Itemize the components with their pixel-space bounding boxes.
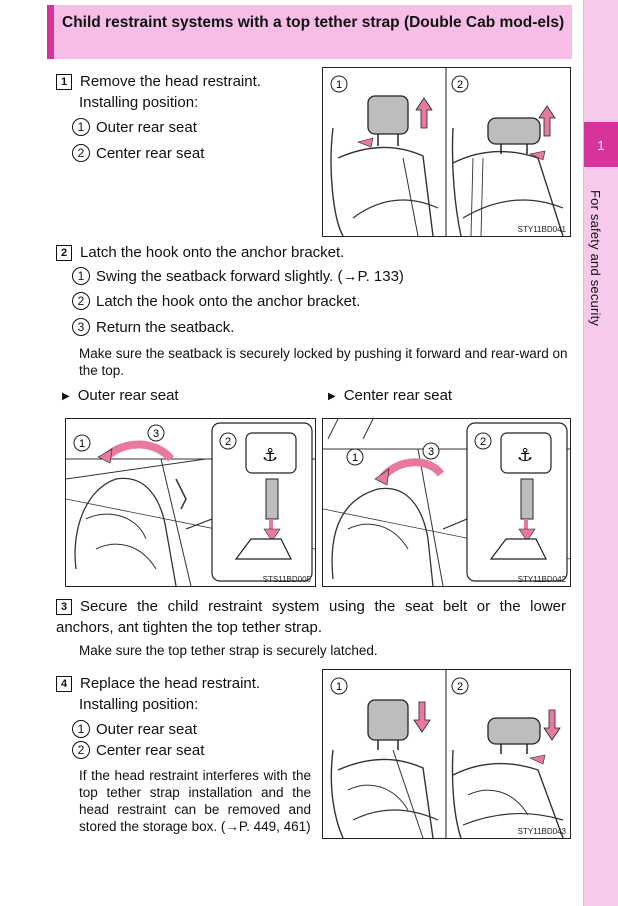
figure-callout-1: 1 [335, 79, 343, 91]
anchor-illustration-center [323, 419, 570, 586]
figure-callout-2: 2 [456, 681, 464, 693]
step-number-box: 4 [56, 676, 72, 692]
step-text: Latch the hook onto the anchor bracket. [80, 244, 345, 261]
chapter-number-tab[interactable]: 1 [584, 122, 618, 167]
svg-text:⚓: ⚓ [262, 445, 279, 466]
section-header [47, 5, 572, 59]
bullet-triangle-icon: ▶ [328, 391, 336, 402]
step-text: Secure the child restraint system using the seat belt or the lower anchors, ant tighten the top tether strap. [56, 598, 566, 636]
figure-center-seat-anchor [322, 418, 571, 587]
section-title: Child restraint systems with a top tether strap (Double Cab mod-els) [62, 14, 565, 31]
step-1 [56, 71, 316, 92]
step-number-box: 2 [56, 245, 72, 261]
sub-item [72, 720, 197, 740]
circled-number: 2 [72, 144, 90, 162]
bullet-triangle-icon: ▶ [62, 391, 70, 402]
step-number-box: 3 [56, 599, 72, 615]
figure-callout-1: 1 [78, 438, 86, 450]
sub-item-text: Center rear seat [96, 145, 205, 162]
figure-callout-1: 1 [351, 452, 359, 464]
chapter-label: For safety and security [588, 190, 603, 327]
step-3-note: Make sure the top tether strap is securely latched. [79, 643, 378, 658]
sub-item-text: Center rear seat [96, 742, 205, 759]
step-text: Replace the head restraint. [80, 675, 261, 692]
figure-head-restraint-replace [322, 669, 571, 839]
position-heading-center [328, 386, 452, 407]
circled-number: 2 [72, 741, 90, 759]
figure-callout-2: 2 [479, 436, 487, 448]
figure-callout-3: 3 [427, 446, 435, 458]
sub-item [72, 118, 197, 138]
figure-id: STY11BD043 [517, 827, 566, 836]
step-3 [56, 596, 566, 638]
installing-position-label: Installing position: [79, 94, 199, 111]
header-accent-bar [47, 5, 54, 59]
circled-number: 1 [72, 118, 90, 136]
figure-callout-3: 3 [152, 428, 160, 440]
step-text: Remove the head restraint. [80, 73, 261, 90]
sub-item-text: Swing the seatback forward slightly. (→P. 133) [96, 268, 404, 285]
figure-callout-2: 2 [456, 79, 464, 91]
circled-number: 3 [72, 318, 90, 336]
sub-item-text: Outer rear seat [96, 721, 197, 738]
figure-id: STY11BD042 [517, 575, 566, 584]
sub-item [72, 267, 404, 287]
figure-outer-seat-anchor [65, 418, 316, 587]
svg-text:⚓: ⚓ [517, 445, 534, 466]
anchor-illustration-outer [66, 419, 315, 586]
circled-number: 1 [72, 720, 90, 738]
circled-number: 1 [72, 267, 90, 285]
seat-illustration-replace [323, 670, 570, 838]
figure-callout-1: 1 [335, 681, 343, 693]
sub-item [72, 318, 234, 338]
figure-head-restraint-removal [322, 67, 571, 237]
sub-item [72, 144, 204, 164]
figure-id: STY11BD041 [517, 225, 566, 234]
position-label: Center rear seat [343, 387, 453, 404]
position-label: Outer rear seat [77, 387, 179, 404]
step-number-box: 1 [56, 74, 72, 90]
installing-position-label: Installing position: [79, 696, 199, 713]
sub-item [72, 292, 360, 312]
position-heading-outer [62, 386, 179, 407]
sub-item-text: Return the seatback. [96, 319, 235, 336]
step-2 [56, 242, 556, 263]
sub-item-text: Latch the hook onto the anchor bracket. [96, 293, 361, 310]
step-2-note: Make sure the seatback is securely locked by pushing it forward and rear-ward on the top. [79, 346, 568, 378]
figure-callout-2: 2 [224, 436, 232, 448]
step-4-note: If the head restraint interferes with the top tether strap installation and the head restraint can be removed and stored the storage box. (→P. 449, 461) [79, 768, 311, 834]
seat-illustration [323, 68, 570, 236]
sub-item [72, 741, 204, 761]
figure-id: STS11BD005 [262, 575, 311, 584]
circled-number: 2 [72, 292, 90, 310]
step-4 [56, 673, 316, 694]
sub-item-text: Outer rear seat [96, 119, 197, 136]
